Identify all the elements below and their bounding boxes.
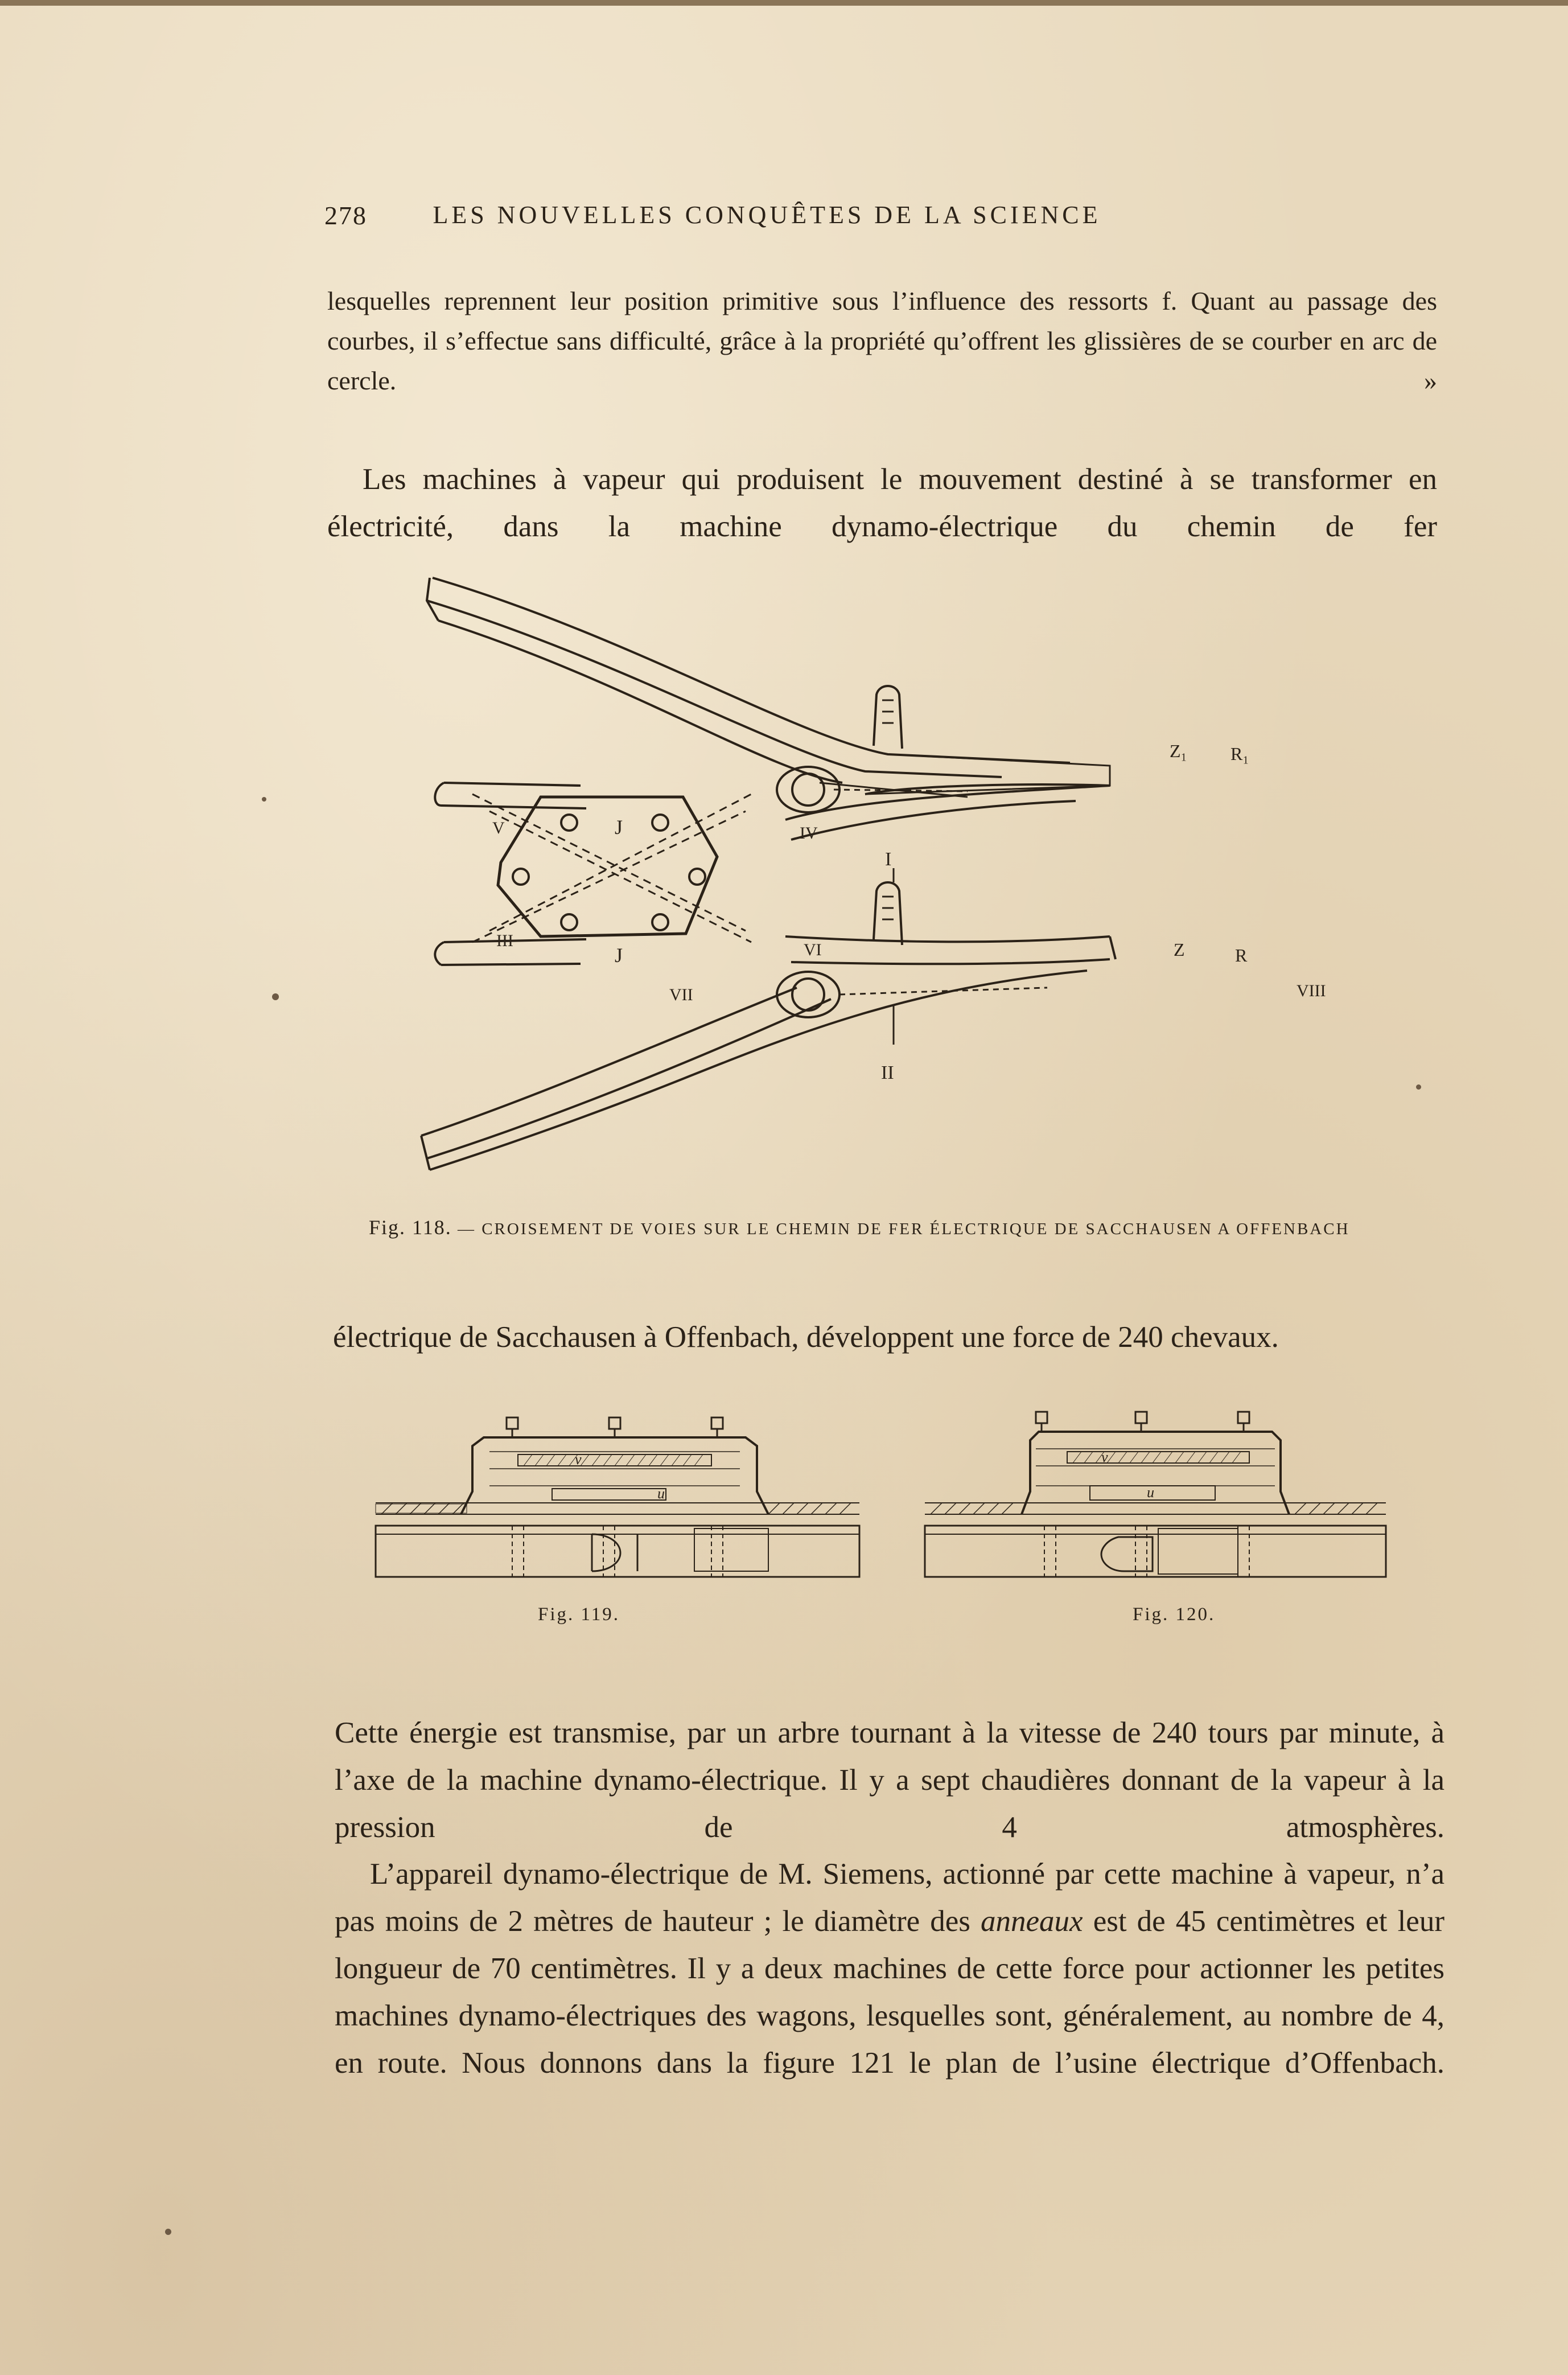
fig119-label-u: u: [657, 1485, 665, 1502]
fig120-label-u: u: [1147, 1484, 1154, 1501]
label-j-top: J: [615, 816, 623, 839]
label-i: I: [885, 849, 892, 870]
page-top-edge: [0, 0, 1568, 6]
label-z: Z: [1174, 939, 1185, 960]
paper-speck: [262, 797, 266, 802]
label-viii: VIII: [1297, 981, 1326, 1000]
label-r1: R₁: [1230, 743, 1249, 764]
continuation-paragraph: électrique de Sacchausen à Offenbach, développent une force de 240 chevaux.: [333, 1321, 1279, 1354]
paper-speck: [272, 993, 279, 1000]
siemens-text-b: est de 45 centimètres et leur longueur de 70 centimètres. Il y a deux machines de cette force pour actionner les petites machines dynamo-électriques des wagons, lesquelles sont, généralement, au nombre de 4, en route. Nous donnons dans la figure 121 le plan de l’usine électrique d’Offenbach.: [335, 1905, 1444, 2080]
page-number: 278: [324, 201, 367, 230]
figure-120-section: [919, 1406, 1392, 1583]
label-j-bottom: J: [615, 944, 623, 967]
label-z1: Z₁: [1170, 741, 1187, 761]
paper-speck: [1416, 1084, 1421, 1090]
fig120-label-v: v: [1101, 1449, 1108, 1465]
label-iv: IV: [800, 824, 818, 843]
siemens-paragraph: [335, 1851, 1444, 2134]
paper-speck: [165, 2229, 171, 2235]
figure-119-section: [370, 1406, 865, 1583]
figure-118-caption: [369, 1215, 1462, 1239]
running-title: LES NOUVELLES CONQUÊTES DE LA SCIENCE: [433, 201, 1101, 229]
figure-120-caption: Fig. 120.: [1133, 1604, 1216, 1625]
label-ii: II: [881, 1062, 894, 1083]
figure-118-label: Fig. 118.: [369, 1216, 452, 1239]
label-vi: VI: [804, 940, 822, 959]
figure-118-track-crossing: [398, 566, 1337, 1193]
siemens-text-a: L’appareil dynamo-électrique de M. Siemens, actionné par cette machine à vapeur, n’a pas moins de 2 mètres de hauteur ; le diamètre des: [335, 1858, 1444, 1938]
figure-119-caption: Fig. 119.: [538, 1604, 620, 1625]
running-header: [324, 200, 1209, 240]
energie-paragraph: Cette énergie est transmise, par un arbre tournant à la vitesse de 240 tours par minute, à l’axe de la machine dynamo-électrique. Il y a sept chaudières donnant de la vapeur à la pression de 4 atmosphères.: [335, 1716, 1444, 1844]
label-iii: III: [496, 931, 513, 950]
label-vii: VII: [669, 985, 693, 1004]
fig119-label-v: v: [575, 1451, 582, 1468]
machines-paragraph: Les machines à vapeur qui produisent le mouvement destiné à se transformer en électricité, dans la machine dynamo-électrique du chemin de fer: [327, 463, 1437, 543]
label-v: V: [492, 819, 505, 837]
label-r: R: [1235, 945, 1248, 965]
figure-118-caption-text: — CROISEMENT DE VOIES SUR LE CHEMIN DE FER ÉLECTRIQUE DE SACCHAUSEN A OFFENBACH: [451, 1220, 1350, 1238]
siemens-emphasis: anneaux: [981, 1905, 1083, 1938]
quote-end-paragraph: lesquelles reprennent leur position primitive sous l’influence des ressorts f. Quant au passage des courbes, il s’effectue sans difficulté, grâce à la propriété qu’offrent les glissières de se courber en arc de cercle. »: [327, 286, 1437, 395]
